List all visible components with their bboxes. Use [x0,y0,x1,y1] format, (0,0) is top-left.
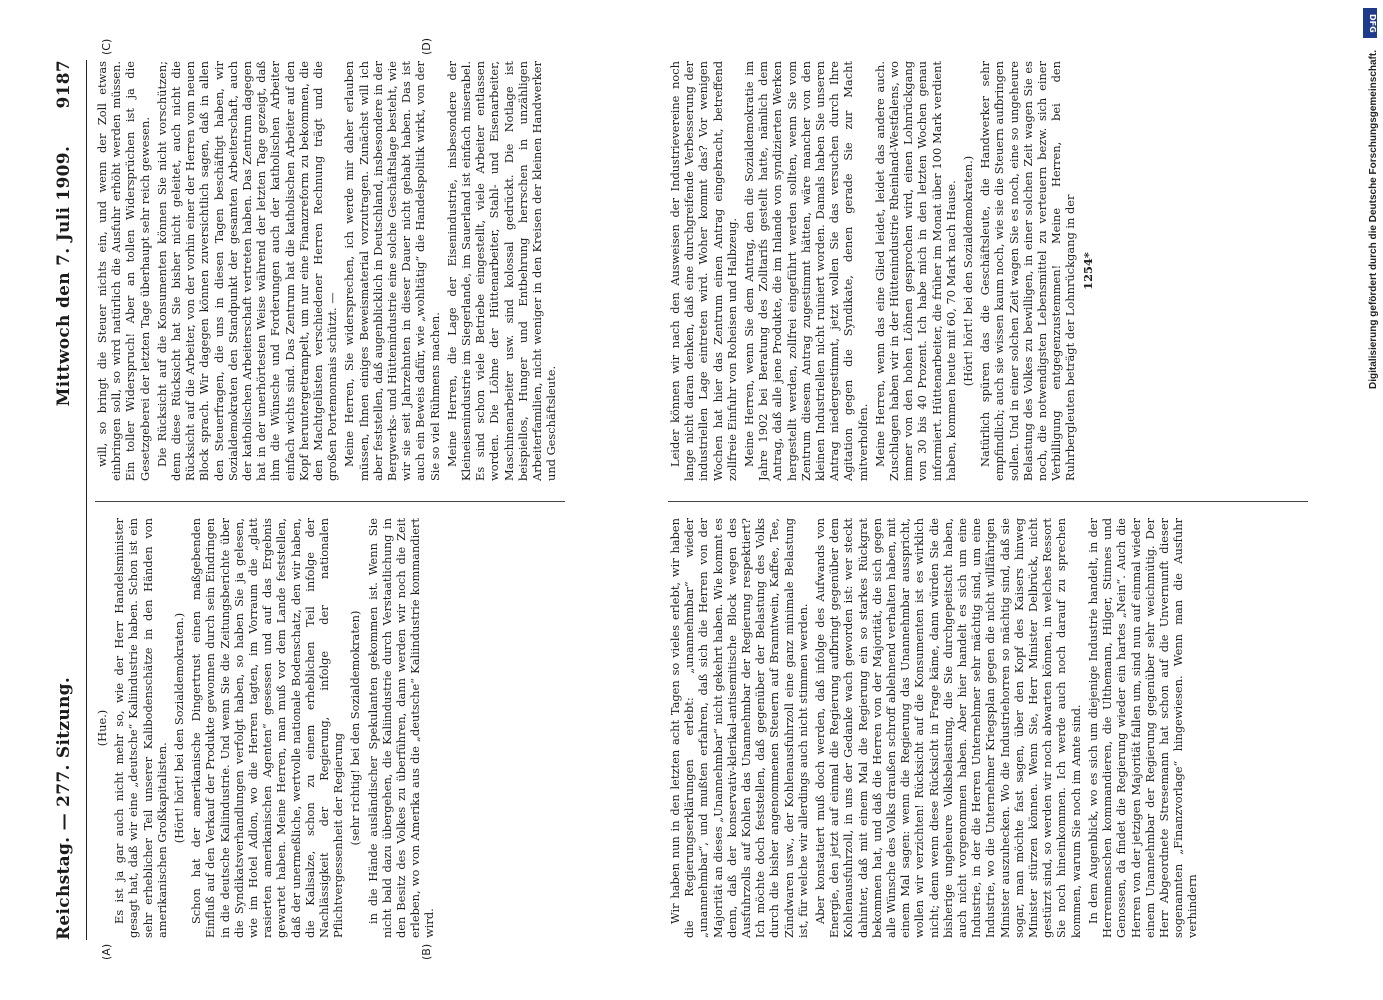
header-rule [86,60,87,940]
paragraph: Meine Herren, wenn das eine Glied leidet, leidet das andere auch. Zuschlagen haben wir in der Hüttenindustrie Rheinland-Westfalens, wo immer von den hohen Löhnen gesprochen wird, einen Lohnrückgang von 30 bis 40 Prozent. Ich habe mich in den letzten Wochen genau informiert. Hüttenarbeiter, die früher im Monat über 100 Mark verdient haben, kommen heute mit 60, 70 Mark nach Hause. [872,61,958,481]
page-header [48,60,82,940]
digitization-note: Digitalisierung gefördert durch die Deutsche Forschungsgemeinschaft. [1368,50,1379,389]
margin-mark-a: (A) [100,943,113,960]
header-right [54,60,74,406]
header-date: Mittwoch den 7. Juli 1909. [54,145,74,407]
interjection: (Hört! hört! bei den Sozialdemokraten.) [961,155,976,387]
paragraph: Wir haben nun in den letzten acht Tagen so vieles erlebt, wir haben die Regierungserklärungen erlebt: „unannehmbar“ wieder „unannehmbar“, und mußten erfahren, daß sich die Herren von der Majorität an dieses „Unannehmbar“ nicht gekehrt haben. Wie kommt es denn, daß der konservativ-klerikal-antisemitische Block wegen des Ausfuhrzolls auf Kohlen das Unannehmbar der Regierung respektiert? Ich möchte doch feststellen, daß gegenüber der Belastung des Volks durch die bisher angenommenen Steuern auf Branntwein, Kaffee, Tee, Zündwaren usw., der Kohlenausfuhrzoll eine ganz minimale Belastung ist, für welche wir allerdings auch nicht stimmen werden. [668,518,810,938]
right-column-lower [668,61,1318,481]
paragraph: Meine Herren, die Lage der Eisenindustrie, insbesondere der Kleineisenindustrie im Siegerlande, im Sauerland ist einfach miserabel. Es sind schon viele Betriebe eingestellt, viele Arbeiter entlassen worden. Die Löhne der Hüttenarbeiter, Stahl- und Eisenarbeiter, Maschinenarbeiter usw. sind kolossal gedrückt. Die Notlage ist beispiellos, Hunger und Entbehrung herrschen in unzähligen Arbeiterfamilien, nicht weniger in den Kreisen der kleinen Handwerker und Geschäftsleute. [444,61,559,481]
paragraph: in die Hände ausländischer Spekulanten gekommen ist. Wenn Sie nicht bald dazu übergehen, die Kaliindustrie durch Verstaatlichung in den Besitz des Volkes zu überführen, dann werden wir noch die Zeit erleben, wo von Amerika aus die „deutsche“ Kaliindustrie kommandiert wird. [365,518,437,938]
page-number: 9187 [54,60,74,109]
margin-mark-c: (C) [100,38,113,55]
header-left: Reichstag. — 277. Sitzung. [54,676,74,940]
paragraph: will, so bringt die Steuer nichts ein, und wenn der Zoll etwas einbringen soll, so wird natürlich die Ausfuhr erhöht werden müssen. Ein toller Widerspruch! Aber an tollen Widersprüchen ist ja die Gesetzgeberei der letzten Tage überhaupt sehr reich gewesen. [95,61,152,481]
sheet-marker: 1254* [1080,252,1095,290]
interjection: (sehr richtig! bei den Sozialdemokraten) [348,610,363,846]
right-column [95,61,575,481]
paragraph: Natürlich spüren das die Geschäftsleute, die Handwerker sehr empfindlich; auch sie wissen kaum noch, wie sie die Steuern aufbringen sollen. Und in einer solchen Zeit wagen Sie es noch, eine so ungeheure Belastung des Volkes zu bewilligen, in einer solchen Zeit wagen Sie es noch, die notwendigsten Lebensmittel zu verteuern bezw. sich einer Verbilligung entgegenzustemmen! Meine Herren, bei den Ruhrbergleuten beträgt der Lohnrückgang in der [978,61,1078,481]
margin-mark-d: (D) [420,37,433,55]
interjection: (Hört! hört! bei den Sozialdemokraten.) [172,612,187,844]
dfg-badge: DFG [1363,8,1377,38]
left-column-lower [668,518,1318,938]
paragraph: Leider können wir nach den Ausweisen der Industrievereine noch lange nicht daran denken, daß eine durchgreifende Verbesserung der industriellen Lage eintreten wird. Woher kommt das? Vor wenigen Wochen hat hier das Zentrum einen Antrag eingebracht, betreffend zollfreie Einfuhr von Roheisen und Halbzeug. [668,61,739,481]
margin-mark-b: (B) [420,943,433,960]
left-column [95,518,575,938]
column-rule-lower [668,501,1308,502]
paragraph: Meine Herren, wenn Sie dem Antrag, den die Sozialdemokratie im Jahre 1902 bei Beratung des Zolltarifs gestellt hatte, nämlich dem Antrag, daß alle jene Produkte, die im Inlande von syndizierten Werken hergestellt werden, zollfrei eingeführt werden sollten, wenn Sie vom Zentrum diesem Antrag zugestimmt hätten, wäre mancher von den kleinen Industriellen nicht ruiniert worden. Damals haben Sie unseren Antrag niedergestimmt, jetzt wollen Sie das versuchen durch Ihre Agitation gegen die Syndikate, denen gerade Sie zur Macht mitverholfen. [742,61,870,481]
paragraph: Aber konstatiert muß doch werden, daß infolge des Aufwands von Energie, den jetzt auf einmal die Regierung aufbringt gegenüber dem Kohlenausfuhrzoll, in uns der Gedanke wach geworden ist: wer steckt dahinter, daß mit einem Mal die Regierung ein so starkes Rückgrat bekommen hat, und daß die Herren von der Majorität, die sich gegen alle Wünsche des Volks draußen schroff ablehnend verhalten haben, mit einem Mal sagen: wenn die Regierung das Unannehmbar ausspricht, wollen wir verzichten! Rücksicht auf die Konsumenten ist es wirklich nicht; denn wenn diese Rücksicht in Frage käme, dann würden Sie die bisherige ungeheure Volksbelastung, die Sie durchgepeitscht haben, auch nicht vorgenommen haben. Aber hier handelt es sich um eine Industrie, in der die Herren Unternehmer sehr mächtig sind, um eine Industrie, wo die Unternehmer Kriegsplan gegen die nicht willfährigen Minister auszuhecken. Wo die Industriehorren so mächtig sind, daß sie sogar, man möchte fast sagen, über den Kopf des Kaisers hinweg Minister stürzen können. Wenn Sie, Herr Minister Delbrück, nicht gestürzt sind, so werden wir noch abwarten können, in welches Ressort Sie noch hineinkommen. Ich werde auch noch darauf zu sprechen kommen, warum Sie noch im Amte sind. [813,518,1083,938]
paragraph: Die Rücksicht auf die Konsumenten können Sie nicht vorschützen; denn diese Rücksicht hat Sie bisher nicht geleitet, auch nicht die Rücksicht auf die Arbeiter, von der vorhin einer der Herren vom neuen Block sprach. Wir dagegen können zuversichtlich sagen, daß in allen den Steuerfragen, die uns in diesen Tagen beschäftigt haben, wir Sozialdemokraten den Standpunkt der gesamten Arbeiterschaft, auch der katholischen Arbeiterschaft vertreten haben. Das Zentrum dagegen hat in der unerhörtesten Weise während der letzten Tage gezeigt, daß ihm die Wünsche und Forderungen auch der katholischen Arbeiter einfach wichts sind. Das Zentrum hat die katholischen Arbeiter auf den Kopf heruntergetrampelt, um nur eine Finanzreform zu bekommen, die den Machtgelüsten verschiedener Herren Rechnung trägt und die großen Portemonnais schützt. — [154,61,340,481]
paragraph: Meine Herren, Sie widersprechen, ich werde mir daher erlauben müssen, Ihnen einiges Beweismaterial vorzutragen. Zunächst will ich aber feststellen, daß augenblicklich in Deutschland, insbesondere in der Bergwerks- und Hüttenindustrie eine solche Geschäftslage besteht, wie wir sie seit Jahrzehnten in dieser Dauer nicht gehabt haben. Das ist auch ein Beweis dafür, wie „wohltätig“ die Handelspolitik wirkt, von der Sie so viel Rühmens machen. [342,61,442,481]
paragraph: Es ist ja gar auch nicht mehr so, wie der Herr Handelsminister gesagt hat, daß wir eine „deutsche“ Kaliindustrie haben. Schon ist ein sehr erheblicher Teil unserer Kalibodenschätze in den Händen von amerikanischen Großkapitalisten. [112,518,169,938]
column-rule [95,501,565,502]
speaker-tag: (Hue.) [95,709,109,747]
paragraph: In dem Augenblick, wo es sich um diejenige Industrie handelt, in der Herrenmenschen kommandieren, die Ulthemann, Hilger, Stinnes und Genossen, da findet die Regierung wieder ein hartes „Nein“. Auch die Herren von der jetzigen Majorität fallen um, sind nun auf einmal wieder einem Unannehmbar der Regierung gegenüber sehr weichmütig. Der Herr Abgeordnete Stresemann hat schon auf die Unvernunft dieser sogenannten „Finanzvorlage“ hingewiesen. Wenn man die Ausfuhr verhindern [1085,518,1200,938]
paragraph: Schon hat der amerikanische Dingertrust einen maßgebenden Einfluß auf den Verkauf der Produkte gewonnen durch sein Eindringen in die deutsche Kaliindustrie. Und wenn Sie die Zeitungsberichte über die Syndikatsverhandlungen verfolgt haben, so haben Sie ja gelesen, wie im Hotel Adlon, wo die Herren tagten, im Vorraum die „glatt rasierten amerikanischen Agenten“ gesessen und auf das Ergebnis gewartet haben. Meine Herren, man muß vor dem Lande feststellen, daß der unermeßliche, wertvolle nationale Bodenschatz, den wir haben, die Kalisalze, schon zu einem erheblichen Teil infolge der Nachlässigkeit der Regierung, infolge der nationalen Pflichtvergessenheit der Regierung [189,518,346,938]
